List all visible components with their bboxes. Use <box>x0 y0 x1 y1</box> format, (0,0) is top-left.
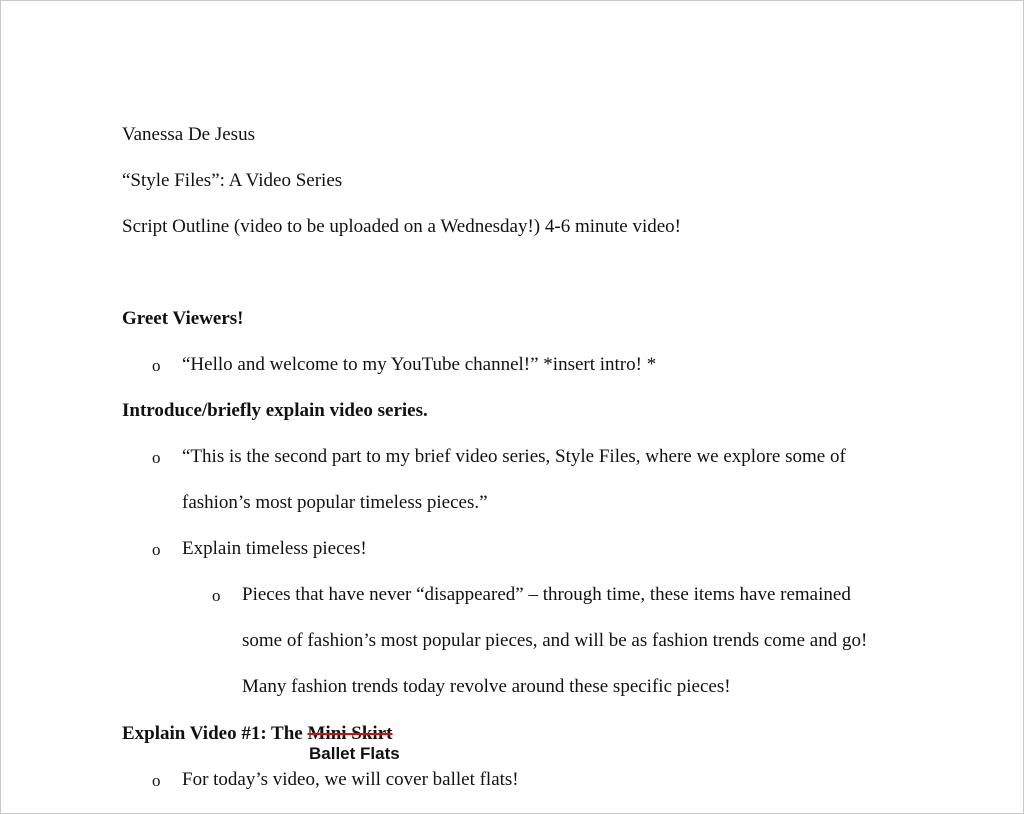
struck-text: Mini Skirt <box>307 723 393 744</box>
section-heading-explain-video <box>122 722 392 746</box>
bullet-marker: o <box>152 771 161 790</box>
heading-prefix: Explain Video #1: The <box>122 723 303 744</box>
explain-video-bullet-text: For today’s video, we will cover ballet flats! <box>182 769 519 790</box>
introduce-bullet-line-1: “This is the second part to my brief video series, Style Files, where we explore some of <box>182 446 846 467</box>
introduce-bullet-line-2: fashion’s most popular timeless pieces.” <box>182 492 488 513</box>
section-heading-introduce: Introduce/briefly explain video series. <box>122 400 428 421</box>
sub-bullet-line-2: some of fashion’s most popular pieces, and will be as fashion trends come and go! <box>242 630 868 651</box>
series-title: “Style Files”: A Video Series <box>122 170 343 191</box>
sub-bullet-marker: o <box>212 586 221 605</box>
greet-bullet-text: “Hello and welcome to my YouTube channel!” *insert intro! * <box>182 354 657 375</box>
bullet-marker: o <box>152 448 161 467</box>
bullet-marker: o <box>152 356 161 375</box>
outline-note: Script Outline (video to be uploaded on a Wednesday!) 4-6 minute video! <box>122 216 682 237</box>
timeless-pieces-bullet: Explain timeless pieces! <box>182 538 367 559</box>
bullet-marker: o <box>152 540 161 559</box>
handwritten-correction: Ballet Flats <box>309 744 400 763</box>
author-name: Vanessa De Jesus <box>122 124 255 145</box>
section-heading-greet: Greet Viewers! <box>122 308 244 329</box>
sub-bullet-line-1: Pieces that have never “disappeared” – through time, these items have remained <box>242 584 851 605</box>
sub-bullet-line-3: Many fashion trends today revolve around these specific pieces! <box>242 676 731 697</box>
